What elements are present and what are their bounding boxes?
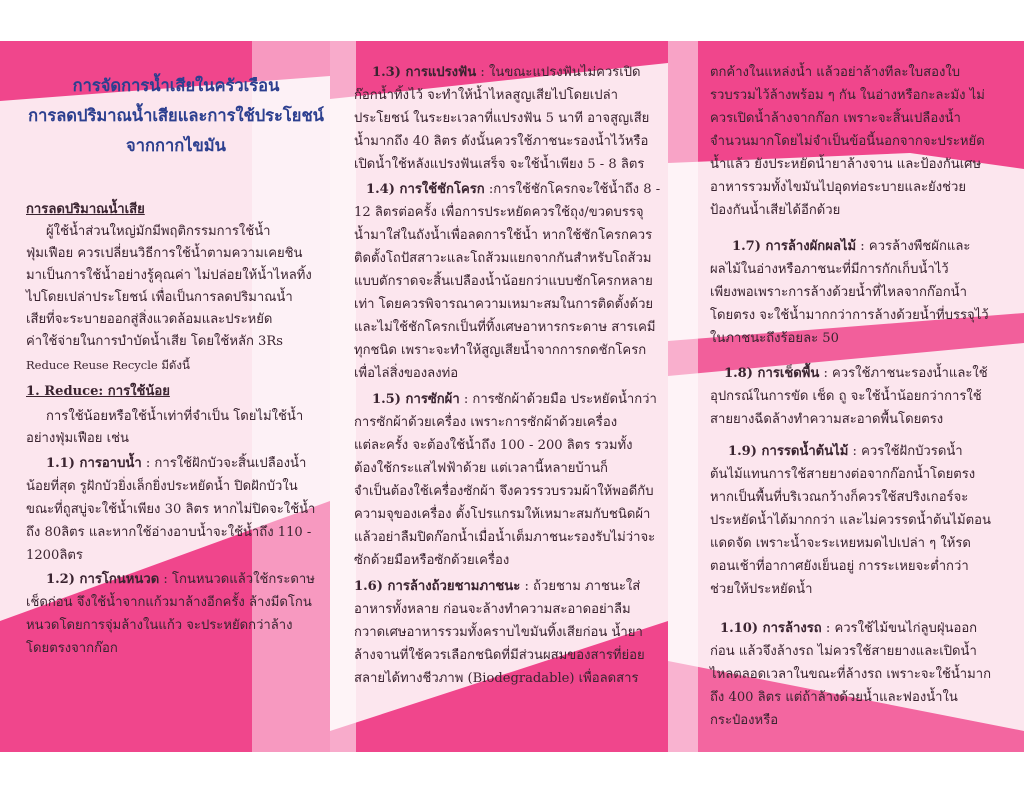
dishwash-continued-line: จำนวนมากโดยไม่จำเป็นข้อนี้นอกจากจะประหยัด: [710, 134, 985, 149]
title-line-3: จากกากไขมัน: [126, 136, 226, 155]
item-1-9-line: ต้นไม้แทนการใช้สายยางต่อจากก๊อกน้ำโดยตรง: [710, 467, 976, 482]
item-1-1-line: ขณะที่ถูสบู่จะใช้น้ำเพียง 30 ลิตร หากไม่ปิดจะใช้น้ำ: [26, 502, 316, 517]
item-1-3-line: น้ำมากถึง 40 ลิตร ดังนั้นควรใช้ภาชนะรองน้ำไว้หรือ: [354, 134, 649, 149]
item-1-5-first-line: [372, 390, 657, 410]
item-1-3-line: ประโยชน์ ในระยะเวลาที่แปรงฟัน 5 นาที อาจสูญเสีย: [354, 111, 650, 126]
dishwash-continued-line: น้ำแล้ว ยังประหยัดน้ำยาล้างจาน และป้องกันเศษ: [710, 157, 982, 172]
item-1-1-text: : การใช้ฝักบัวจะสิ้นเปลืองน้ำ: [141, 456, 307, 471]
intro-line: ไปโดยเปล่าประโยชน์ เพื่อเป็นการลดปริมาณน้ำ: [26, 290, 293, 305]
item-1-2-line: เช็ดก่อน จึงใช้น้ำจากแก้วมาล้างอีกครั้ง ล้างมีดโกน: [26, 595, 312, 610]
item-1-5-line: จำเป็นต้องใช้เครื่องซักผ้า จึงควรรวบรวมผ้าให้พอดีกับ: [354, 484, 654, 499]
title-line-2: การลดปริมาณน้ำเสียและการใช้ประโยชน์: [28, 106, 324, 125]
dishwash-continued-line: ป้องกันน้ำเสียได้อีกด้วย: [710, 203, 841, 218]
item-1-1-line: 1200ลิตร: [26, 548, 83, 563]
item-1-2-text: : โกนหนวดแล้วใช้กระดาษ: [159, 572, 315, 587]
item-1-6-first-line: [354, 577, 640, 597]
item-1-1-line: น้อยที่สุด รูฝักบัวยิ่งเล็กยิ่งประหยัดน้ำ ปิดฝักบัวใน: [26, 479, 298, 494]
item-1-6-line: กวาดเศษอาหารรวมทั้งคราบไขมันทิ้งเสียก่อน น้ำยา: [354, 625, 643, 640]
item-1-5-text: : การซักผ้าด้วยมือ ประหยัดน้ำกว่า: [459, 392, 657, 407]
item-1-4-first-line: [366, 180, 660, 200]
item-1-5-label: 1.5) การซักผ้า: [372, 392, 460, 407]
item-1-9-line: ตอนเช้าที่อากาศยังเย็นอยู่ การระเหยจะต่ำกว่า: [710, 559, 969, 574]
item-1-1-label: 1.1) การอาบน้ำ: [46, 456, 142, 471]
item-1-4-line: และไม่ใช้ชักโครกเป็นที่ทิ้งเศษอาหารกระดาษ สารเคมี: [354, 320, 656, 335]
column-2: [354, 41, 662, 752]
item-1-5-line: ความจุของเครื่อง ตั้งโปรแกรมให้เหมาะสมกับชนิดผ้า: [354, 507, 651, 522]
item-1-4-line: เพื่อไล่สิ่งของลงท่อ: [354, 366, 459, 381]
item-1-8-line: สายยางฉีดล้างทำความสะอาดพื้นโดยตรง: [710, 412, 944, 427]
item-1-9-line: ช่วยให้ประหยัดน้ำ: [710, 582, 813, 597]
item-1-5-line: แล้วอย่าลืมปิดก๊อกน้ำเมื่อน้ำเต็มภาชนะรองรับไม่ว่าจะ: [354, 530, 656, 545]
item-1-6-text: : ถ้วยชาม ภาชนะใส่: [520, 579, 641, 594]
item-1-4-label: 1.4) การใช้ชักโครก: [366, 182, 485, 197]
intro-line: ฟุ่มเฟือย ควรเปลี่ยนวิธีการใช้น้ำตามความเคยชิน: [26, 246, 303, 261]
item-1-7-label: 1.7) การล้างผักผลไม้: [732, 239, 857, 254]
item-1-4-line: ทุกชนิด เพราะจะทำให้สูญเสียน้ำจากการกดชักโครก: [354, 343, 647, 358]
dishwash-continued-line: ควรเปิดน้ำล้างจากก๊อก เพราะจะสิ้นเปลืองน้ำ: [710, 111, 961, 126]
item-1-5-line: แต่ละครั้ง จะต้องใช้น้ำถึง 100 - 200 ลิตร รวมทั้ง: [354, 438, 633, 453]
item-1-2-label: 1.2) การโกนหนวด: [46, 572, 160, 587]
intro-line: Reduce Reuse Recycle มีดังนี้: [26, 358, 190, 372]
item-1-3-first-line: [372, 63, 641, 83]
item-1-9-line: หากเป็นพื้นที่บริเวณกว้างก็ควรใช้สปริงเกอร์จะ: [710, 490, 969, 505]
item-1-6-line: อาหารทั้งหลาย ก่อนจะล้างทำความสะอาดอย่าลืม: [354, 602, 631, 617]
item-1-7-line: ผลไม้ในอ่างหรือภาชนะที่มีการกักเก็บน้ำไว้: [710, 262, 949, 277]
item-1-4-line: 12 ลิตรต่อครั้ง เพื่อการประหยัดควรใช้ถุง/ขวดบรรจุ: [354, 205, 644, 220]
item-1-1-first-line: [46, 454, 306, 474]
item-1-9-text: : ควรใช้ฝักบัวรดน้ำ: [848, 444, 963, 459]
item-1-3-label: 1.3) การแปรงฟัน: [372, 65, 477, 80]
item-1-10-first-line: [720, 619, 977, 639]
item-1-10-line: ก่อน แล้วจึงล้างรถ ไม่ควรใช้สายยางและเปิดน้ำ: [710, 644, 977, 659]
item-1-5-line: ซักด้วยมือหรือซักด้วยเครื่อง: [354, 553, 510, 568]
item-1-4-line: น้ำมาใส่ในถังน้ำเพื่อลดการใช้น้ำ หากใช้ชักโครกควร: [354, 228, 653, 243]
item-1-2-line: หนวดโดยการจุ่มล้างในแก้ว จะประหยัดกว่าล้าง: [26, 618, 293, 633]
dishwash-continued-line: รวบรวมไว้ล้างพร้อม ๆ กัน ในอ่างหรือกะละมัง ไม่: [710, 88, 985, 103]
item-1-4-line: เท่า โดยควรพิจารณาความเหมาะสมในการติดตั้งด้วย: [354, 297, 654, 312]
item-1-10-text: : ควรใช้ไม้ขนไก่ลูบฝุ่นออก: [821, 621, 978, 636]
reduce-text: อย่างฟุ่มเฟือย เช่น: [26, 431, 129, 446]
item-1-3-line: เปิดน้ำใช้หลังแปรงฟันเสร็จ จะใช้น้ำเพียง 5 - 8 ลิตร: [354, 157, 645, 172]
item-1-2-first-line: [46, 570, 315, 590]
item-1-6-label: 1.6) การล้างถ้วยชามภาชนะ: [354, 579, 521, 594]
section-heading: การลดปริมาณน้ำเสีย: [26, 202, 145, 217]
dishwash-continued-line: ตกค้างในแหล่งน้ำ แล้วอย่าล้างทีละใบสองใบ: [710, 65, 961, 80]
item-1-9-line: ประหยัดน้ำได้มากกว่า และไม่ควรรดน้ำต้นไม้ตอน: [710, 513, 991, 528]
intro-line: เสียที่จะระบายออกสู่สิ่งแวดล้อมและประหยัด: [26, 312, 273, 327]
panel-shadow-right: [668, 41, 698, 752]
item-1-2-line: โดยตรงจากก๊อก: [26, 641, 118, 656]
brochure-page: [0, 41, 1024, 752]
item-1-10-label: 1.10) การล้างรถ: [720, 621, 822, 636]
item-1-7-text: : ควรล้างพืชผักและ: [856, 239, 971, 254]
item-1-5-line: ต้องใช้กระแสไฟฟ้าด้วย แต่เวลานี้หลายบ้านก็: [354, 461, 608, 476]
item-1-8-first-line: [724, 364, 988, 384]
column-3: [704, 41, 1004, 752]
intro-line: มาเป็นการใช้น้ำอย่างรู้คุณค่า ไม่ปล่อยให้น้ำไหลทิ้ง: [26, 268, 312, 283]
item-1-9-label: 1.9) การรดน้ำต้นไม้: [728, 444, 849, 459]
intro-line: ผู้ใช้น้ำส่วนใหญ่มักมีพฤติกรรมการใช้น้ำ: [46, 224, 271, 239]
column-1: [18, 41, 334, 752]
item-1-9-first-line: [728, 442, 963, 462]
item-1-10-line: กระป๋องหรือ: [710, 713, 779, 728]
item-1-3-line: ก๊อกน้ำทิ้งไว้ จะทำให้น้ำไหลสูญเสียไปโดยเปล่า: [354, 88, 618, 103]
dishwash-continued-line: อาหารรวมทั้งไขมันไปอุดท่อระบายและยังช่วย: [710, 180, 967, 195]
item-1-10-line: ถึง 400 ลิตร แต่ถ้าล้างด้วยน้ำและฟองน้ำใน: [710, 690, 958, 705]
item-1-8-text: : ควรใช้ภาชนะรองน้ำและใช้: [819, 366, 988, 381]
item-1-7-line: โดยตรง จะใช้น้ำมากกว่าการล้างด้วยน้ำที่บรรจุไว้: [710, 308, 989, 323]
item-1-4-text: :การใช้ชักโครกจะใช้น้ำถึง 8 -: [484, 182, 661, 197]
intro-line: ค่าใช้จ่ายในการบำบัดน้ำเสีย โดยใช้หลัก 3Rs: [26, 334, 283, 349]
item-1-5-line: การซักผ้าด้วยเครื่อง เพราะการซักผ้าด้วยเครื่อง: [354, 415, 618, 430]
item-1-6-line: ล้างจานที่ใช้ควรเลือกชนิดที่มีส่วนผสมของสารที่ย่อย: [354, 648, 645, 663]
item-1-6-line: สลายได้ทางชีวภาพ (Biodegradable) เพื่อลดสาร: [354, 671, 639, 686]
reduce-text: การใช้น้อยหรือใช้น้ำเท่าที่จำเป็น โดยไม่ใช้น้ำ: [46, 409, 304, 424]
item-1-4-line: ติดตั้งโถปัสสาวะและโถส้วมแยกจากกันสำหรับโถส้วม: [354, 251, 652, 266]
item-1-8-label: 1.8) การเช็ดพื้น: [724, 366, 820, 381]
item-1-8-line: อุปกรณ์ในการขัด เช็ด ถู จะใช้น้ำน้อยกว่าการใช้: [710, 389, 982, 404]
item-1-7-line: เพียงพอเพราะการล้างด้วยน้ำที่ไหลจากก๊อกน้ำ: [710, 285, 967, 300]
item-1-7-line: ในภาชนะถึงร้อยละ 50: [710, 331, 839, 346]
title-line-1: การจัดการน้ำเสียในครัวเรือน: [72, 76, 280, 95]
item-1-7-first-line: [732, 237, 970, 257]
item-1-3-text: : ในขณะแปรงฟันไม่ควรเปิด: [476, 65, 641, 80]
item-1-4-line: แบบตักราดจะสิ้นเปลืองน้ำน้อยกว่าแบบชักโครกหลาย: [354, 274, 653, 289]
item-1-10-line: ไหลตลอดเวลาในขณะที่ล้างรถ เพราะจะใช้น้ำมาก: [710, 667, 992, 682]
item-1-1-line: ถึง 80ลิตร และหากใช้อ่างอาบน้ำจะใช้น้ำถึง 110 -: [26, 525, 312, 540]
item-1-9-line: แดดจัด เพราะน้ำจะระเหยหมดไปเปล่า ๆ ให้รด: [710, 536, 971, 551]
reduce-heading: 1. Reduce: การใช้น้อย: [26, 384, 170, 399]
